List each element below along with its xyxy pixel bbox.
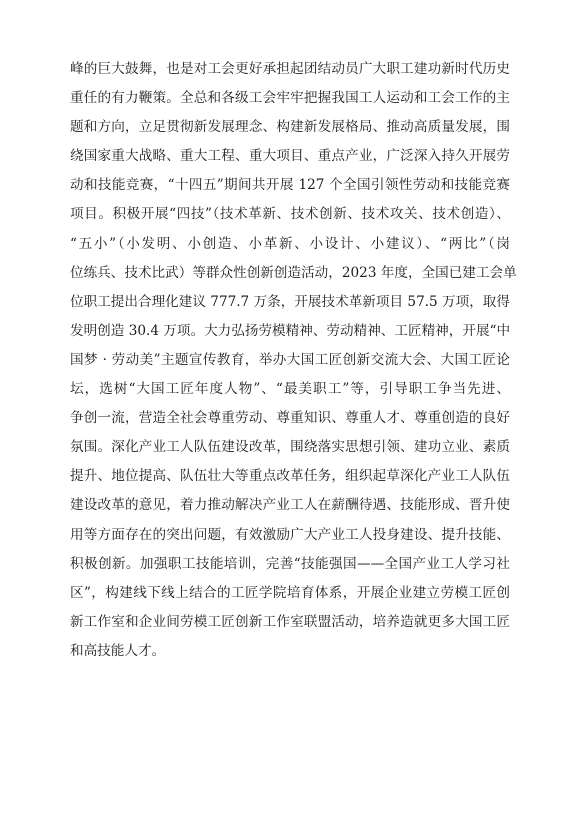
text-line-14: 氛围。深化产业工人队伍建设改革，围绕落实思想引领、建功立业、素质 — [70, 439, 510, 456]
text-line-10: 发明创造 30.4 万项。大力弘扬劳模精神、劳动精神、工匠精神，开展“中 — [70, 322, 511, 339]
text-line-1: 峰的巨大鼓舞，也是对工会更好承担起团结动员广大职工建功新时代历史 — [70, 61, 510, 77]
text-line-9: 位职工提出合理化建议 777.7 万条，开展技术革新项目 57.5 万项，取得 — [70, 293, 510, 310]
text-line-13: 争创一流，营造全社会尊重劳动、尊重知识、尊重人才、尊重创造的良好 — [70, 410, 510, 427]
text-line-11: 国梦 · 劳动美”主题宣传教育，举办大国工匠创新交流大会、大国工匠论 — [70, 351, 510, 368]
text-line-4: 绕国家重大战略、重大工程、重大项目、重点产业，广泛深入持久开展劳 — [70, 148, 510, 165]
text-line-18: 积极创新。加强职工技能培训，完善“技能强国——全国产业工人学习社 — [70, 555, 510, 572]
text-line-15: 提升、地位提高、队伍壮大等重点改革任务，组织起草深化产业工人队伍 — [70, 468, 510, 485]
text-line-5: 动和技能竞赛，“十四五”期间共开展 127 个全国引领性劳动和技能竞赛 — [70, 177, 510, 194]
text-line-12: 坛，选树“大国工匠年度人物”、“最美职工”等，引导职工争当先进、 — [70, 381, 510, 398]
text-line-7: “五小”（小发明、小创造、小革新、小设计、小建议）、“两比”（岗 — [70, 235, 510, 252]
text-line-20: 新工作室和企业间劳模工匠创新工作室联盟活动，培养造就更多大国工匠 — [70, 613, 510, 630]
text-line-6: 项目。积极开展“四技”（技术革新、技术创新、技术攻关、技术创造）、 — [70, 206, 510, 223]
text-line-3: 题和方向，立足贯彻新发展理念、构建新发展格局、推动高质量发展，围 — [70, 119, 510, 136]
text-line-16: 建设改革的意见，着力推动解决产业工人在薪酬待遇、技能形成、晋升使 — [70, 497, 510, 514]
text-line-17: 用等方面存在的突出问题，有效激励广大产业工人投身建设、提升技能、 — [70, 526, 510, 543]
document-body — [70, 55, 517, 666]
text-line-8: 位练兵、技术比武）等群众性创新创造活动，2023 年度，全国已建工会单 — [70, 264, 517, 281]
text-line-2: 重任的有力鞭策。全总和各级工会牢牢把握我国工人运动和工会工作的主 — [70, 90, 510, 107]
text-line-19: 区”，构建线下线上结合的工匠学院培育体系，开展企业建立劳模工匠创 — [70, 584, 510, 601]
text-line-21: 和高技能人才。 — [70, 642, 166, 659]
